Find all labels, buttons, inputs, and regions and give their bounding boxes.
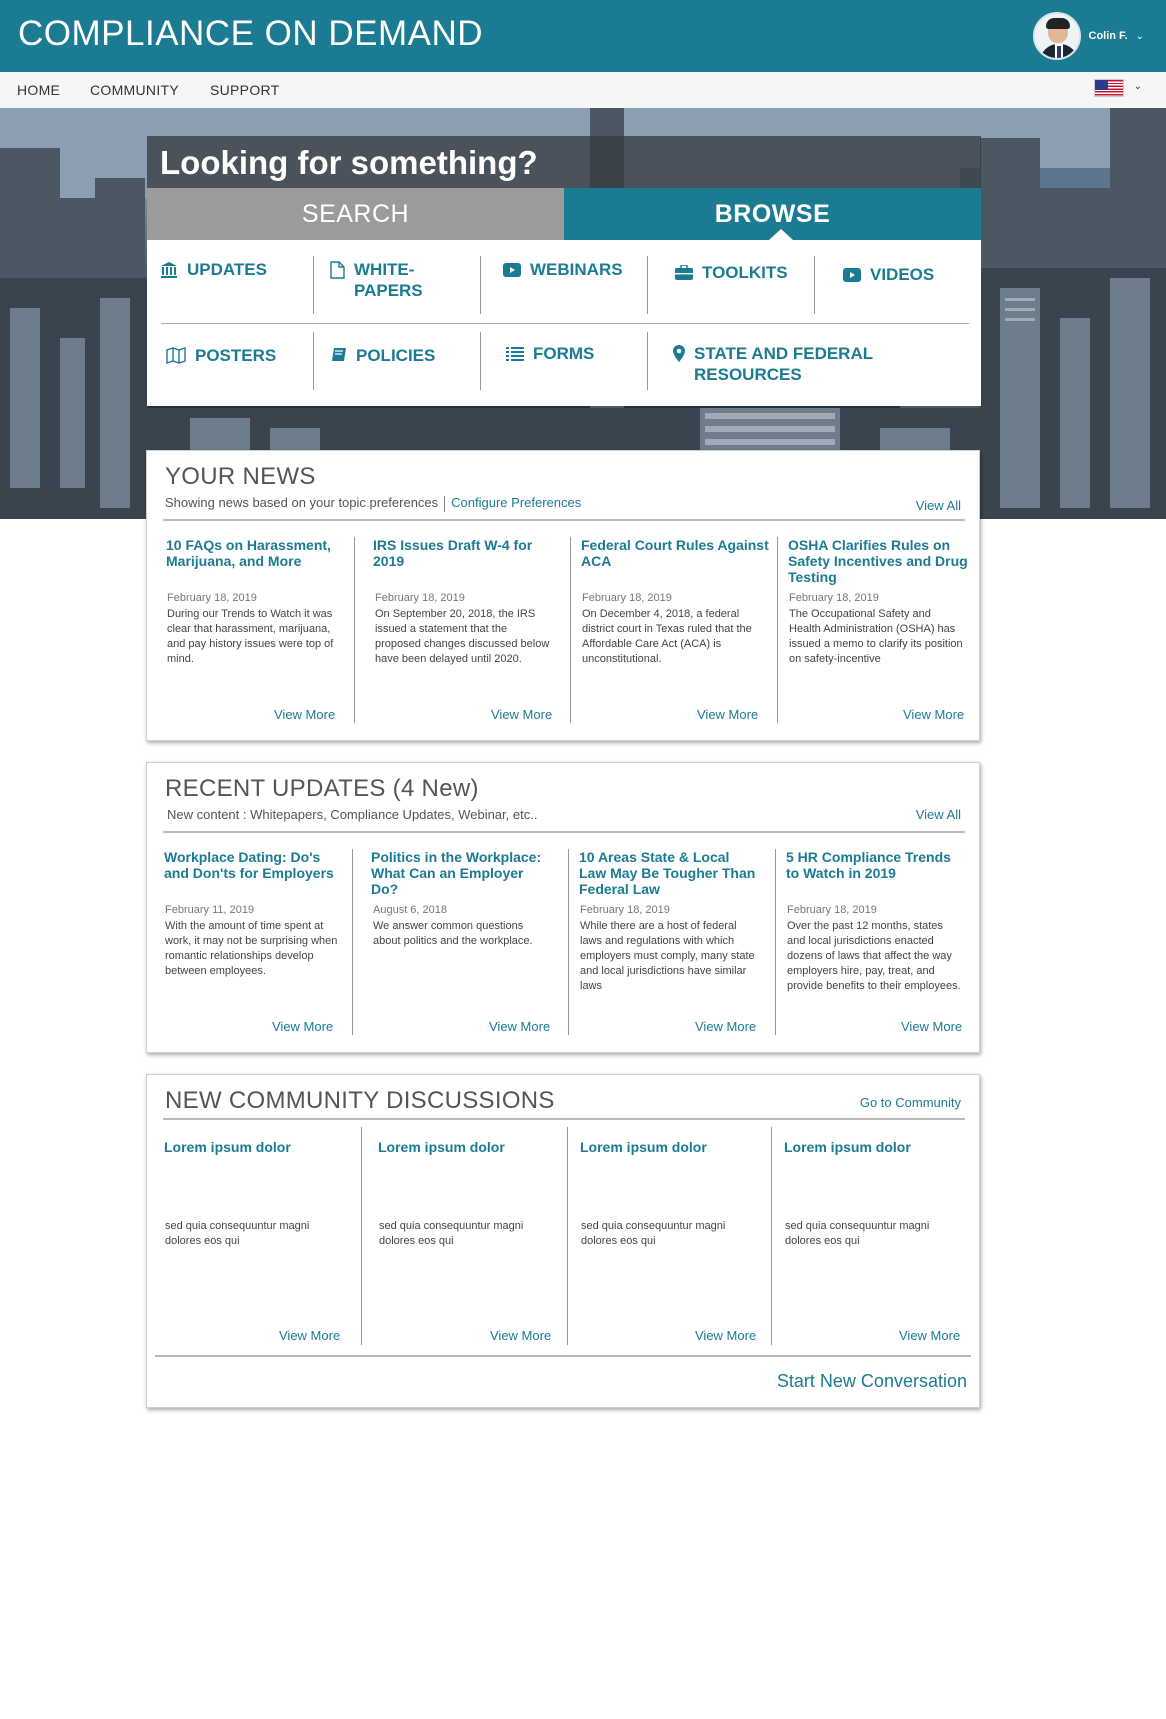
avatar[interactable] — [1033, 12, 1081, 60]
divider — [568, 849, 569, 1035]
browse-item-label: POSTERS — [195, 346, 277, 365]
youtube-icon — [503, 261, 521, 282]
browse-whitepapers[interactable] — [330, 259, 423, 301]
tab-browse[interactable]: BROWSE — [564, 188, 981, 240]
view-more-link[interactable]: View More — [903, 707, 965, 722]
news-title-link[interactable]: 10 FAQs on Harassment, Marijuana, and More — [166, 537, 331, 569]
divider — [352, 849, 353, 1035]
flag-canton — [1095, 80, 1108, 90]
section-title: NEW COMMUNITY DISCUSSIONS — [165, 1087, 555, 1114]
section-title: RECENT UPDATES (4 New) — [165, 775, 479, 802]
browse-item-label: VIDEOS — [870, 265, 935, 284]
active-tab-indicator — [769, 229, 793, 240]
view-more-link[interactable]: View More — [272, 1019, 334, 1034]
view-more-link[interactable]: View More — [899, 1328, 961, 1343]
discussion-excerpt: sed quia consequuntur magni dolores eos qui — [165, 1220, 310, 1247]
divider — [163, 519, 965, 521]
discussion-item — [164, 1139, 354, 1155]
browse-item-label: TOOLKITS — [702, 263, 788, 282]
search-panel-header — [147, 136, 981, 188]
configure-preferences-link[interactable]: Configure Preferences — [451, 495, 582, 510]
browse-posters[interactable] — [166, 345, 276, 369]
view-all-link[interactable]: View All — [915, 498, 961, 513]
divider — [480, 332, 481, 390]
view-more-link[interactable]: View More — [279, 1328, 341, 1343]
map-icon — [166, 347, 186, 369]
browse-webinars[interactable] — [503, 259, 623, 282]
view-more-link[interactable]: View More — [490, 1328, 552, 1343]
update-excerpt: With the amount of time spent at work, it may not be surprising when romantic relationships develop between employees. — [165, 920, 338, 977]
community-discussions-card — [146, 1074, 980, 1408]
news-item — [166, 537, 356, 569]
discussion-excerpt: sed quia consequuntur magni dolores eos qui — [379, 1220, 524, 1247]
nav-support[interactable]: SUPPORT — [210, 82, 280, 98]
user-name[interactable]: Colin F. — [1088, 30, 1128, 42]
browse-videos[interactable] — [843, 264, 934, 287]
discussion-title-link[interactable]: Lorem ipsum dolor — [784, 1139, 911, 1155]
browse-forms[interactable] — [506, 343, 594, 366]
map-marker-icon — [673, 345, 685, 385]
view-more-link[interactable]: View More — [489, 1019, 551, 1034]
us-flag-icon[interactable] — [1094, 79, 1124, 97]
your-news-card — [146, 450, 980, 741]
list-icon — [506, 345, 524, 366]
top-header — [0, 0, 1166, 72]
divider — [313, 332, 314, 390]
update-excerpt: While there are a host of federal laws and regulations with which employers must comply, many state and local jurisdictions have similar laws — [580, 920, 755, 992]
divider — [814, 256, 815, 314]
chevron-down-icon[interactable]: ⌄ — [1133, 81, 1142, 92]
view-more-link[interactable]: View More — [901, 1019, 963, 1034]
browse-updates[interactable] — [160, 259, 267, 284]
browse-policies[interactable] — [331, 345, 435, 368]
update-item — [164, 849, 344, 881]
news-excerpt: The Occupational Safety and Health Administration (OSHA) has issued a memo to clarify its position on safety-incentive — [789, 608, 963, 665]
browse-item-label: POLICIES — [356, 346, 436, 365]
user-menu[interactable] — [1033, 12, 1145, 60]
divider — [771, 1127, 772, 1345]
divider — [444, 496, 445, 512]
recent-updates-card — [146, 762, 980, 1053]
site-title[interactable]: COMPLIANCE ON DEMAND — [18, 14, 484, 53]
view-more-link[interactable]: View More — [697, 707, 759, 722]
browse-state-federal-resources[interactable] — [673, 343, 873, 385]
update-title-link[interactable]: 10 Areas State & Local Law May Be Tougher Than Federal Law — [579, 849, 756, 897]
update-title-link[interactable]: 5 HR Compliance Trends to Watch in 2019 — [786, 849, 951, 881]
update-item — [579, 849, 759, 897]
chevron-down-icon[interactable]: ⌄ — [1135, 30, 1144, 42]
discussion-title-link[interactable]: Lorem ipsum dolor — [164, 1139, 291, 1155]
news-date: February 18, 2019 — [789, 592, 879, 604]
divider — [361, 1127, 362, 1345]
browse-item-label: UPDATES — [187, 260, 267, 279]
divider — [567, 1127, 568, 1345]
discussion-item — [378, 1139, 568, 1155]
preferences-note: Showing news based on your topic preferences — [165, 495, 439, 510]
browse-item-label: FORMS — [533, 344, 595, 363]
discussion-excerpt: sed quia consequuntur magni dolores eos qui — [581, 1220, 726, 1247]
update-date: February 11, 2019 — [165, 904, 255, 916]
divider — [161, 323, 969, 324]
divider — [647, 332, 648, 390]
avatar-hair — [1046, 18, 1070, 29]
document-icon — [330, 261, 345, 301]
divider — [647, 256, 648, 314]
update-item — [786, 849, 966, 881]
avatar-tie — [1057, 46, 1061, 58]
view-all-link[interactable]: View All — [915, 807, 961, 822]
view-more-link[interactable]: View More — [274, 707, 336, 722]
divider — [163, 1118, 965, 1120]
book-icon — [331, 347, 347, 368]
news-date: February 18, 2019 — [375, 592, 465, 604]
update-excerpt: Over the past 12 months, states and local jurisdictions enacted dozens of laws that affect the way employers hire, pay, treat, and provide benefits to their employees. — [787, 920, 961, 992]
divider — [777, 537, 778, 723]
news-item — [373, 537, 563, 569]
news-title-link[interactable]: Federal Court Rules Against ACA — [581, 537, 769, 569]
view-more-link[interactable]: View More — [491, 707, 553, 722]
browse-item-label: WEBINARS — [530, 260, 623, 279]
view-more-link[interactable]: View More — [695, 1328, 757, 1343]
news-item — [581, 537, 771, 569]
divider — [570, 537, 571, 723]
browse-toolkits[interactable] — [675, 262, 788, 285]
news-excerpt: On September 20, 2018, the IRS issued a statement that the proposed changes discussed below have been delayed until 2020. — [375, 608, 550, 665]
youtube-icon — [843, 266, 861, 287]
section-title: YOUR NEWS — [165, 463, 316, 490]
update-item — [371, 849, 551, 897]
update-title-link[interactable]: Workplace Dating: Do's and Don'ts for Employers — [164, 849, 334, 881]
news-title-link[interactable]: OSHA Clarifies Rules on Safety Incentives and Drug Testing — [788, 537, 968, 585]
browse-item-label: STATE AND FEDERAL RESOURCES — [694, 344, 874, 384]
discussion-title-link[interactable]: Lorem ipsum dolor — [378, 1139, 505, 1155]
news-date: February 18, 2019 — [167, 592, 257, 604]
start-new-conversation-link[interactable]: Start New Conversation — [776, 1371, 967, 1391]
divider — [775, 849, 776, 1035]
news-excerpt: On December 4, 2018, a federal district court in Texas ruled that the Affordable Care Act (ACA) is unconstitutional. — [582, 608, 752, 665]
search-panel-title: Looking for something? — [160, 144, 538, 181]
update-excerpt: We answer common questions about politics and the workplace. — [373, 920, 533, 947]
briefcase-icon — [675, 264, 693, 285]
news-excerpt: During our Trends to Watch it was clear that harassment, marijuana, and pay history issues were top of mind. — [167, 608, 334, 665]
bank-icon — [160, 261, 178, 284]
go-to-community-link[interactable]: Go to Community — [859, 1095, 961, 1110]
section-subtitle: New content : Whitepapers, Compliance Updates, Webinar, etc.. — [167, 807, 538, 822]
news-title-link[interactable]: IRS Issues Draft W-4 for 2019 — [373, 537, 533, 569]
news-item — [788, 537, 968, 585]
nav-home[interactable]: HOME — [17, 82, 61, 98]
view-more-link[interactable]: View More — [695, 1019, 757, 1034]
discussion-title-link[interactable]: Lorem ipsum dolor — [580, 1139, 707, 1155]
main-nav — [0, 72, 1166, 108]
update-date: February 18, 2019 — [580, 904, 670, 916]
update-title-link[interactable]: Politics in the Workplace: What Can an Employer Do? — [371, 849, 542, 897]
nav-community[interactable]: COMMUNITY — [90, 82, 180, 98]
divider — [155, 1355, 971, 1357]
browse-item-label: WHITE- PAPERS — [354, 260, 423, 300]
discussion-excerpt: sed quia consequuntur magni dolores eos qui — [785, 1220, 930, 1247]
divider — [163, 831, 965, 833]
divider — [313, 256, 314, 314]
update-date: August 6, 2018 — [373, 904, 448, 916]
discussion-item — [784, 1139, 974, 1155]
tab-search[interactable]: SEARCH — [147, 188, 564, 240]
section-subtitle — [165, 495, 581, 512]
news-date: February 18, 2019 — [582, 592, 672, 604]
divider — [480, 256, 481, 314]
discussion-item — [580, 1139, 770, 1155]
update-date: February 18, 2019 — [787, 904, 877, 916]
